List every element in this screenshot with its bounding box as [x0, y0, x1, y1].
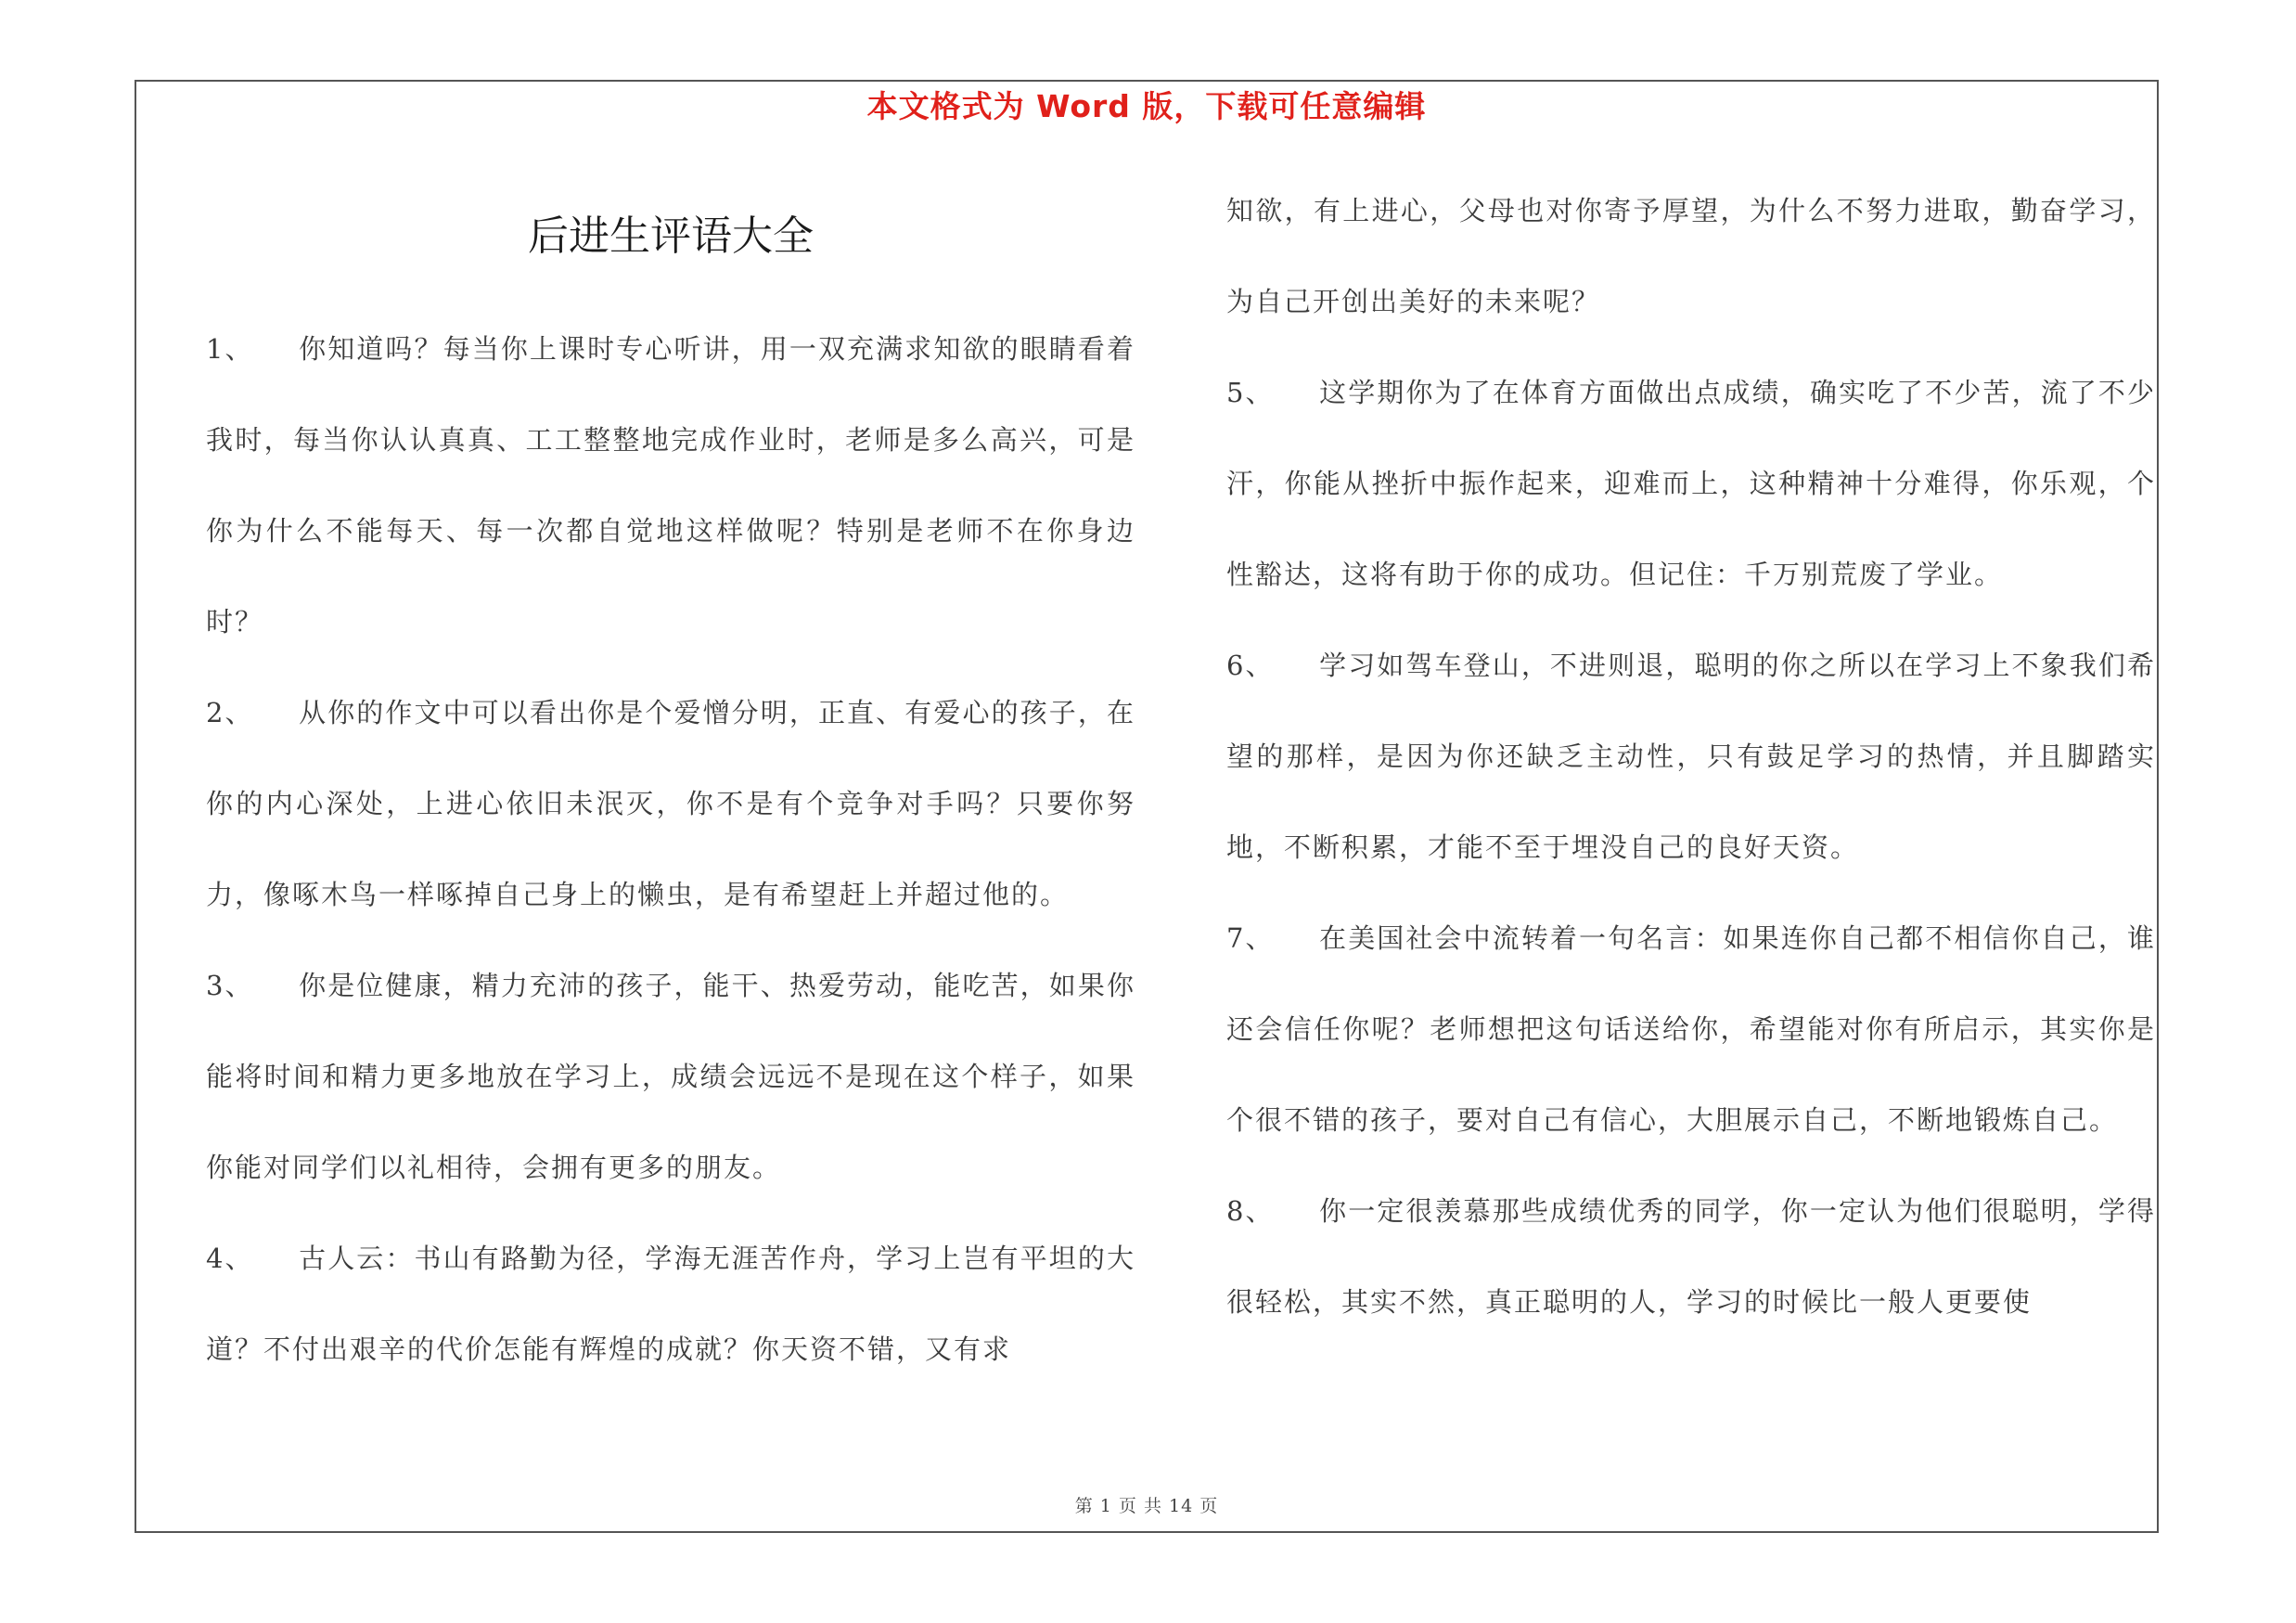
item-text: 在美国社会中流转着一句名言：如果连你自己都不相信你自己，谁还会信任你呢？老师想把这句话送给你，希望能对你有所启示，其实你是个很不错的孩子，要对自己有信心，大胆展示自己，不断地锻炼自己。: [1226, 922, 2156, 1136]
item-number: 4、: [206, 1243, 254, 1274]
comment-item: [1226, 347, 2156, 620]
item-number: 6、: [1226, 650, 1275, 681]
item-text: 学习如驾车登山，不进则退，聪明的你之所以在学习上不象我们希望的那样，是因为你还缺乏主动性，只有鼓足学习的热情，并且脚踏实地，不断积累，才能不至于埋没自己的良好天资。: [1226, 650, 2156, 863]
item-text: 你一定很羡慕那些成绩优秀的同学，你一定认为他们很聪明，学得很轻松，其实不然，真正聪明的人，学习的时候比一般人更要使: [1226, 1195, 2156, 1318]
comment-item: [1226, 893, 2156, 1166]
page-footer: 第 1 页 共 14 页: [1074, 1496, 1219, 1516]
item-number: 5、: [1226, 377, 1275, 408]
item-text: 古人云：书山有路勤为径，学海无涯苦作舟，学习上岂有平坦的大道？不付出艰辛的代价怎能有辉煌的成就？你天资不错，又有求: [206, 1243, 1135, 1365]
item-number: 8、: [1226, 1195, 1275, 1227]
comment-item: [1226, 620, 2156, 893]
item-text: 这学期你为了在体育方面做出点成绩，确实吃了不少苦，流了不少汗，你能从挫折中振作起来，迎难而上，这种精神十分难得，你乐观，个性豁达，这将有助于你的成功。但记住：千万别荒废了学业。: [1226, 377, 2156, 590]
item-number: 1、: [206, 333, 254, 365]
comment-item-continued: [1226, 165, 2156, 347]
comment-item: [206, 940, 1135, 1213]
item-text: 从你的作文中可以看出你是个爱憎分明，正直、有爱心的孩子，在你的内心深处，上进心依旧未泯灭，你不是有个竞争对手吗？只要你努力，像啄木鸟一样啄掉自己身上的懒虫，是有希望赶上并超过他的。: [206, 697, 1135, 910]
item-number: 2、: [206, 697, 254, 728]
item-text: 你知道吗？每当你上课时专心听讲，用一双充满求知欲的眼睛看着我时，每当你认认真真、工工整整地完成作业时，老师是多么高兴，可是你为什么不能每天、每一次都自觉地这样做呢？特别是老师不在你身边时？: [206, 333, 1135, 638]
item-text: 知欲，有上进心，父母也对你寄予厚望，为什么不努力进取，勤奋学习，为自己开创出美好的未来呢？: [1226, 195, 2156, 317]
item-number: 7、: [1226, 922, 1275, 954]
document-title: 后进生评语大全: [528, 213, 814, 260]
left-column: [206, 303, 1135, 1395]
comment-item: [206, 303, 1135, 667]
comment-item: [206, 1213, 1135, 1395]
item-text: 你是位健康，精力充沛的孩子，能干、热爱劳动，能吃苦，如果你能将时间和精力更多地放在学习上，成绩会远远不是现在这个样子，如果你能对同学们以礼相待，会拥有更多的朋友。: [206, 970, 1135, 1183]
format-banner: 本文格式为 Word 版，下载可任意编辑: [866, 88, 1427, 124]
item-number: 3、: [206, 970, 254, 1001]
comment-item: [1226, 1166, 2156, 1347]
comment-item: [206, 667, 1135, 940]
right-column: [1226, 165, 2156, 1347]
